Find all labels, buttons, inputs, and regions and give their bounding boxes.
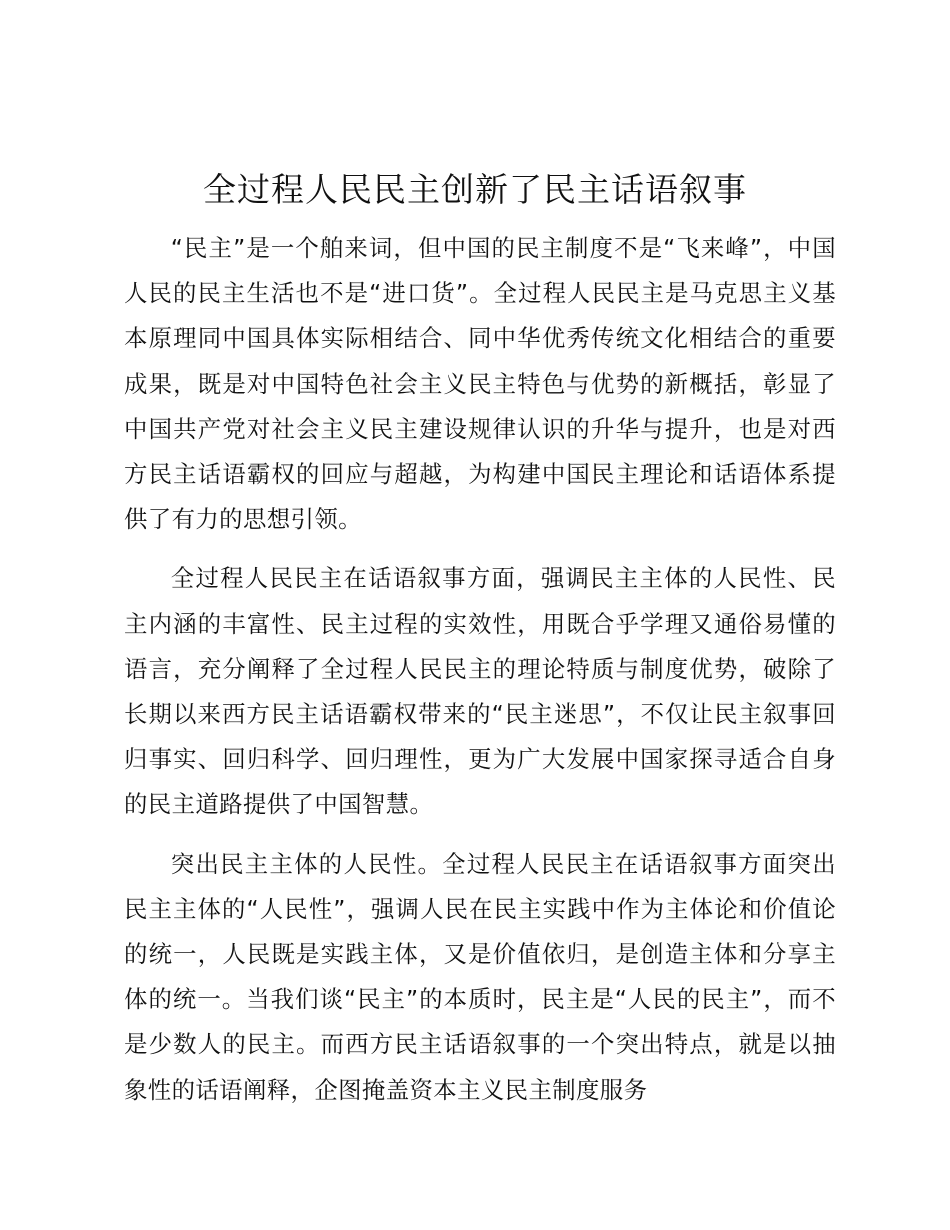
document-title: 全过程人民民主创新了民主话语叙事 — [203, 170, 747, 209]
paragraph-1: “民主”是一个舶来词，但中国的民主制度不是“飞来峰”，中国人民的民主生活也不是“进口货”。全过程人民民主是马克思主义基本原理同中国具体实际相结合、同中华优秀传统文化相结合的重要成果，既是对中国特色社会主义民主特色与优势的新概括，彰显了中国共产党对社会主义民主建设规律认识的升华与提升，也是对西方民主话语霸权的回应与超越，为构建中国民主理论和话语体系提供了有力的思想引领。 — [124, 234, 836, 534]
paragraph-3: 突出民主主体的人民性。全过程人民民主在话语叙事方面突出民主主体的“人民性”，强调人民在民主实践中作为主体论和价值论的统一，人民既是实践主体，又是价值依归，是创造主体和分享主体的统一。当我们谈“民主”的本质时，民主是“人民的民主”，而不是少数人的民主。而西方民主话语叙事的一个突出特点，就是以抽象性的话语阐释，企图掩盖资本主义民主制度服务 — [124, 849, 836, 1104]
paragraph-2: 全过程人民民主在话语叙事方面，强调民主主体的人民性、民主内涵的丰富性、民主过程的实效性，用既合乎学理又通俗易懂的语言，充分阐释了全过程人民民主的理论特质与制度优势，破除了长期以来西方民主话语霸权带来的“民主迷思”，不仅让民主叙事回归事实、回归科学、回归理性，更为广大发展中国家探寻适合自身的民主道路提供了中国智慧。 — [124, 564, 836, 819]
document-body — [124, 226, 836, 1127]
